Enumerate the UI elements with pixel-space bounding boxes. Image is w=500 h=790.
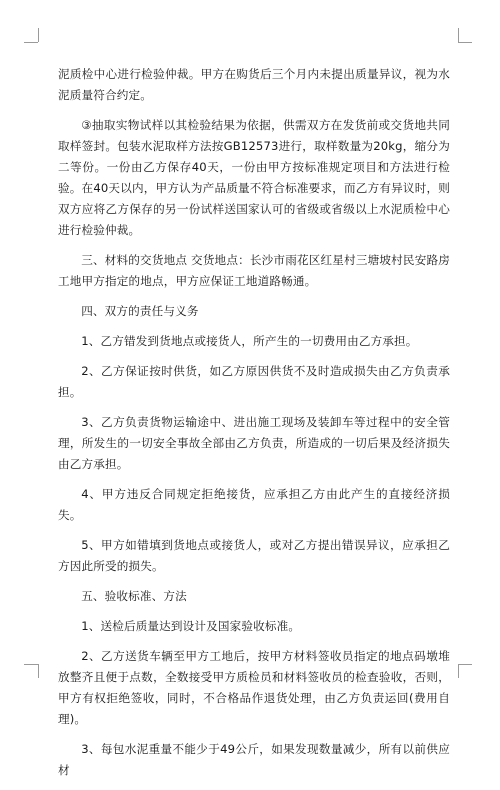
list-item: 2、乙方送货车辆至甲方工地后，按甲方材料签收员指定的地点码墩堆放整齐且便于点数，全数接受甲方质检员和材料签收员的检查验收，否则，甲方有权拒绝签收，同时，不合格品作退货处理，由乙方负责运回(费用自理)。: [58, 649, 450, 726]
list-item: 4、甲方违反合同规定拒绝接货，应承担乙方由此产生的直接经济损失。: [58, 487, 450, 522]
paragraph: ③抽取实物试样以其检验结果为依据，供需双方在发货前或交货地共同取样签封。包装水泥取样方法按GB12573进行，取样数量为20kg，缩分为二等份。一份由乙方保存40天，一份由甲方按标准规定项目和方法进行检验。在40天以内，甲方认为产品质量不符合标准要求，而乙方有异议时，则双方应将乙方保存的另一份试样送国家认可的省级或省级以上水泥质检中心进行检验仲裁。: [58, 118, 450, 237]
section-heading: 四、双方的责任与义务: [81, 304, 199, 318]
section-paragraph: 三、材料的交货地点 交货地点：长沙市雨花区红星村三塘坡村民安路房工地甲方指定的地点，甲方应保证工地道路畅通。: [58, 253, 450, 288]
list-item: 5、甲方如错填到货地点或接货人，或对乙方提出错误异议，应承担乙方因此所受的损失。: [58, 538, 450, 573]
list-item: 2、乙方保证按时供货，如乙方原因供货不及时造成损失由乙方负责承担。: [58, 364, 450, 399]
list-item: 3、每包水泥重量不能少于49公斤，如果发现数量减少，所有以前供应材: [58, 742, 450, 777]
list-item: 3、乙方负责货物运输途中、进出施工现场及装卸车等过程中的安全管理，所发生的一切安全事故全部由乙方负责，所造成的一切后果及经济损失由乙方承担。: [58, 415, 450, 471]
paragraph: 泥质检中心进行检验仲裁。甲方在购货后三个月内未提出质量异议，视为水泥质量符合约定。: [58, 67, 450, 102]
list-item: 1、送检后质量达到设计及国家验收标准。: [81, 619, 301, 633]
section-heading: 五、验收标准、方法: [81, 589, 187, 603]
list-item: 1、乙方错发到货地点或接货人，所产生的一切费用由乙方承担。: [81, 334, 418, 348]
document-body: [58, 64, 450, 790]
